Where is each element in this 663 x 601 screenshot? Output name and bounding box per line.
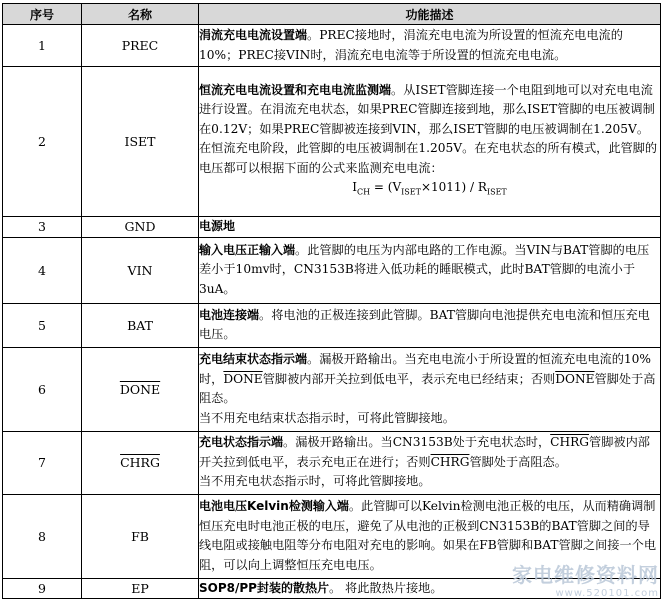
table-row	[3, 25, 661, 67]
pin-description	[199, 25, 661, 67]
header-name: 名称	[82, 4, 199, 25]
watermark-url: www.520101.com	[555, 588, 659, 599]
desc-title: SOP8/PP封装的散热片	[199, 580, 329, 595]
table-row	[3, 237, 661, 303]
pin-number: 9	[3, 578, 82, 599]
watermark-title: 家电维修资料网	[512, 563, 659, 587]
site-watermark	[512, 559, 659, 599]
pin-name: GND	[82, 217, 199, 238]
charge-current-formula: $I_{CH} = (V_{ISET}\times 1011) / R_{ISET}$	[352, 180, 507, 197]
desc-title: 输入电压正输入端	[199, 242, 296, 257]
pin-description: 充电结束状态指示端。漏极开路输出。当充电电流小于所设置的恒流充电电流的10%时，DONE管脚被内部开关拉到低电平，表示充电已经结束；否则DONE管脚处于高阻态。 当不用充电结束状态指示时，可将此管脚接地。	[199, 347, 661, 431]
desc-title: 电源地	[199, 219, 236, 233]
pin-number: 3	[3, 217, 82, 238]
pin-number: 2	[3, 67, 82, 217]
pin-description	[199, 67, 661, 217]
desc-text: 。此管脚可以Kelvin检测电池正极的电压，从而精确调制恒压充电时电池正极的电压，避免了从电池的正极到CN3153B的BAT管脚之间的导线电阻或接触电阻等分布电阻对充电的影响。如果在FB管脚和BAT管脚之间接一个电阻，可以向上调整恒压充电电压。	[199, 499, 657, 572]
desc-text: 。 将此散热片接地。	[328, 580, 443, 595]
pin-description	[199, 237, 661, 303]
desc-text: 。PREC接地时，涓流充电电流为所设置的恒流充电电流的10%；PREC接VIN时，涓流充电电流等于所设置的恒流充电电流。	[199, 28, 623, 62]
desc-title: 充电状态指示端	[199, 435, 284, 450]
pin-number: 4	[3, 237, 82, 303]
pin-number: 5	[3, 303, 82, 347]
table-row	[3, 67, 661, 217]
pin-name: CHRG	[82, 431, 199, 494]
header-num: 序号	[3, 4, 82, 25]
pin-description	[199, 217, 661, 238]
pin-name: DONE	[82, 347, 199, 431]
pin-name: PREC	[82, 25, 199, 67]
table-row	[3, 431, 661, 494]
pin-number: 6	[3, 347, 82, 431]
chrg-signal: CHRG	[550, 435, 590, 450]
pin-name: FB	[82, 494, 199, 578]
desc-text: 。此管脚的电压为内部电路的工作电源。当VIN与BAT管脚的电压差小于10mv时，CN3153B将进入低功耗的睡眠模式，此时BAT管脚的电流小于3uA。	[199, 242, 650, 296]
done-signal: DONE	[555, 371, 595, 386]
pin-number: 8	[3, 494, 82, 578]
desc-title: 涓流充电电流设置端	[199, 28, 308, 42]
table-row	[3, 303, 661, 347]
pin-name: EP	[82, 578, 199, 599]
pin-description	[199, 303, 661, 347]
table-row	[3, 217, 661, 238]
pin-function-table	[2, 3, 661, 599]
desc-text: 。从ISET管脚连接一个电阻到地可以对充电电流进行设置。在涓流充电状态，如果PREC管脚连接到地，那么ISET管脚的电压被调制在0.12V；如果PREC管脚被连接到VIN，那么ISET管脚的电压被调制在1.205V。在恒流充电阶段，此管脚的电压被调制在1.205V。在充电状态的所有模式，此管脚的电压都可以根据下面的公式来监测充电电流：	[199, 82, 658, 175]
pin-number: 7	[3, 431, 82, 494]
desc-title: 充电结束状态指示端	[199, 352, 308, 366]
desc-title: 恒流充电电流设置和充电电流监测端	[199, 82, 392, 97]
pin-number: 1	[3, 25, 82, 67]
pin-name: ISET	[82, 67, 199, 217]
desc-title: 电池连接端	[199, 307, 260, 322]
chrg-signal: CHRG	[430, 454, 470, 469]
pin-name: BAT	[82, 303, 199, 347]
pin-name: VIN	[82, 237, 199, 303]
done-signal: DONE	[223, 371, 263, 386]
table-row	[3, 347, 661, 431]
pin-description: 充电状态指示端。漏极开路输出。当CN3153B处于充电状态时，CHRG管脚被内部开关拉到低电平，表示充电正在进行；否则CHRG管脚处于高阻态。 当不用充电状态指示时，可将此管脚接地。	[199, 431, 661, 494]
table-header-row	[3, 4, 661, 25]
desc-text: 。将电池的正极连接到此管脚。BAT管脚向电池提供充电电流和恒压充电电压。	[199, 307, 650, 341]
desc-title: 电池电压Kelvin检测输入端	[199, 499, 349, 513]
header-desc: 功能描述	[199, 4, 661, 25]
